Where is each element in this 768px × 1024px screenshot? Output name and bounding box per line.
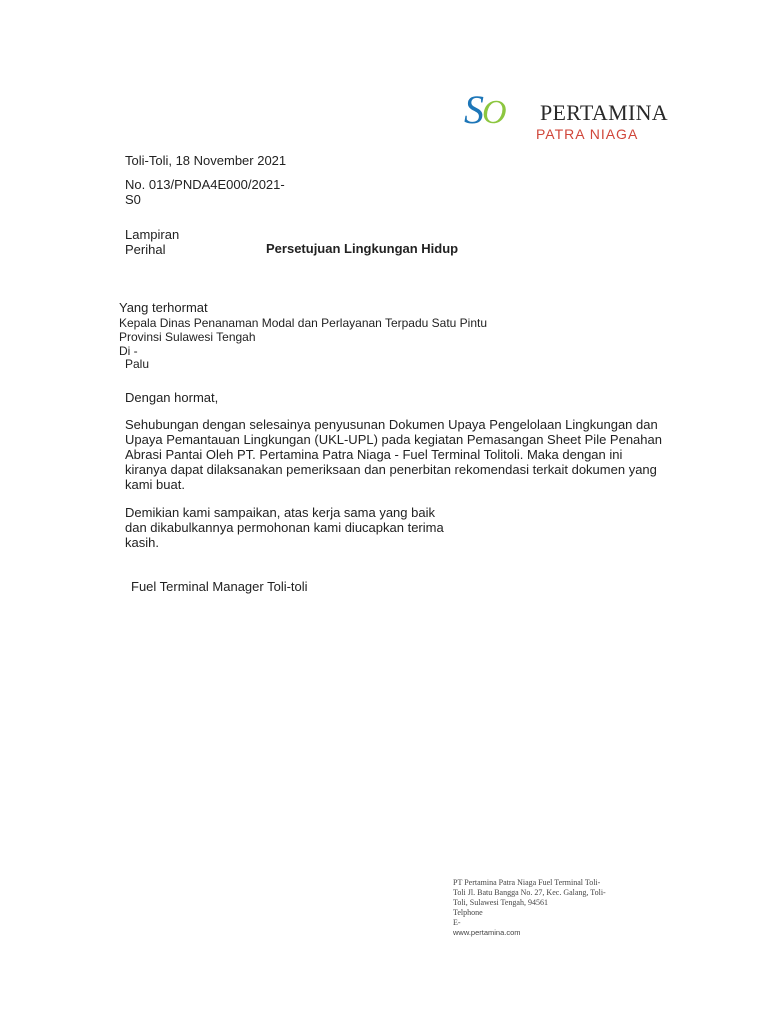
footer-line3: Toli, Sulawesi Tengah, 94561	[453, 898, 548, 907]
footer-line5: E-	[453, 918, 461, 927]
recipient-city: Palu	[125, 357, 150, 371]
recipient-di: Di -	[119, 344, 138, 358]
recipient-line2: Provinsi Sulawesi Tengah	[119, 330, 256, 344]
logo-mark-s: S	[464, 87, 482, 132]
lampiran-label: Lampiran	[125, 227, 180, 242]
body-paragraph-2: Demikian kami sampaikan, atas kerja sama yang baik dan dikabulkannya permohonan kami diucapkan terima kasih.	[125, 505, 444, 550]
letter-number-line2: S0	[125, 192, 141, 207]
perihal-label: Perihal	[125, 242, 166, 257]
greeting: Dengan hormat,	[125, 390, 219, 405]
footer-line2: Toli Jl. Batu Bangga No. 27, Kec. Galang, Toli-	[453, 888, 606, 897]
letter-subject: Persetujuan Lingkungan Hidup	[266, 241, 459, 256]
footer-line4: Telphone	[453, 908, 483, 917]
logo-name: PERTAMINA	[540, 100, 668, 125]
logo-mark	[464, 87, 505, 133]
company-address-footer	[453, 878, 643, 938]
footer-line1: PT Pertamina Patra Niaga Fuel Terminal Toli-	[453, 878, 601, 887]
footer-website-link[interactable]: www.pertamina.com	[453, 928, 521, 937]
company-logo	[464, 87, 674, 150]
logo-mark-o: O	[482, 94, 505, 131]
salutation-to: Yang terhormat	[119, 300, 208, 315]
letter-number-line1: No. 013/PNDA4E000/2021-	[125, 177, 285, 192]
body-paragraph-1: Sehubungan dengan selesainya penyusunan Dokumen Upaya Pengelolaan Lingkungan dan Upaya Pemantauan Lingkungan (UKL-UPL) pada kegiatan Pemasangan Sheet Pile Penahan Abrasi Pantai Oleh PT. Pertamina Patra Niaga - Fuel Terminal Tolitoli. Maka dengan ini kiranya dapat dilaksanakan pemeriksaan dan penerbitan rekomendasi terkait dokumen yang kami buat.	[125, 417, 662, 492]
signatory: Fuel Terminal Manager Toli-toli	[131, 579, 308, 594]
logo-subtitle: PATRA NIAGA	[536, 126, 639, 142]
place-date: Toli-Toli, 18 November 2021	[125, 153, 287, 168]
recipient-line1: Kepala Dinas Penanaman Modal dan Perlayanan Terpadu Satu Pintu	[119, 316, 488, 330]
